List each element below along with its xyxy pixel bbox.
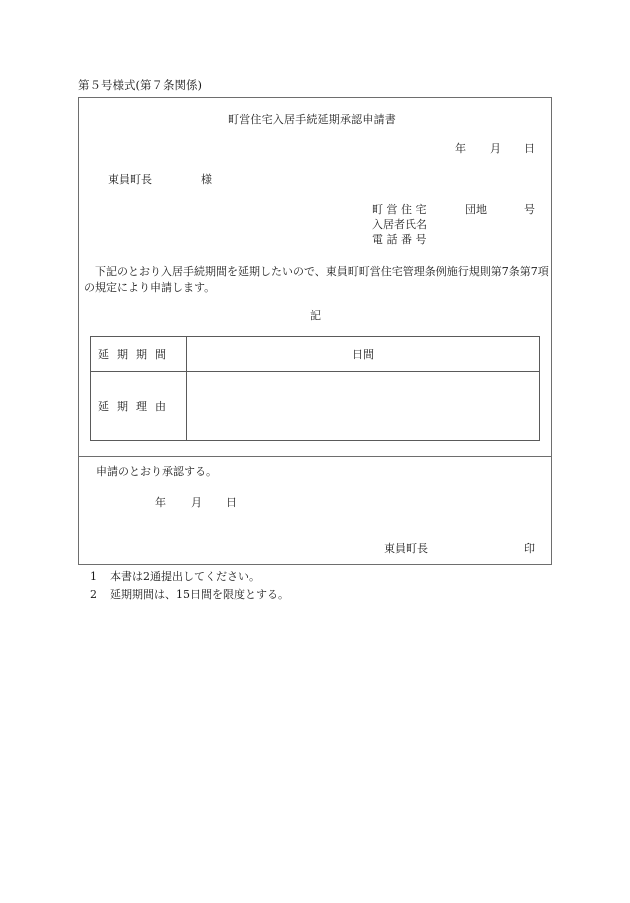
go-label: 号 bbox=[524, 203, 535, 216]
addressee-name: 東員町長 bbox=[108, 173, 152, 186]
approval-month-label: 月 bbox=[191, 496, 202, 509]
approval-text: 申請のとおり承認する。 bbox=[96, 465, 217, 478]
form-number-label: 第５号様式(第７条関係) bbox=[78, 78, 202, 92]
date-month-label: 月 bbox=[490, 142, 501, 155]
table-row bbox=[91, 337, 540, 372]
ki-heading: 記 bbox=[310, 309, 321, 322]
extension-detail-table bbox=[90, 336, 540, 441]
approval-year-label: 年 bbox=[155, 496, 166, 509]
phone-number-label: 電 話 番 号 bbox=[372, 233, 427, 246]
extension-reason-field[interactable] bbox=[187, 372, 540, 441]
housing-label: 町 営 住 宅 bbox=[372, 203, 427, 216]
note-text: 本書は2通提出してください。 bbox=[110, 570, 260, 583]
date-day-label: 日 bbox=[524, 142, 535, 155]
approval-day-label: 日 bbox=[226, 496, 237, 509]
addressee-honorific: 様 bbox=[201, 173, 212, 186]
note-number: 1 bbox=[90, 570, 97, 583]
approval-section-divider bbox=[78, 456, 552, 457]
application-form-box bbox=[78, 97, 552, 565]
date-year-label: 年 bbox=[455, 142, 466, 155]
document-title: 町営住宅入居手続延期承認申請書 bbox=[228, 113, 396, 126]
note-item bbox=[90, 571, 260, 582]
seal-mark: 印 bbox=[524, 542, 535, 555]
note-item bbox=[90, 589, 289, 600]
table-row bbox=[91, 372, 540, 441]
note-text: 延期期間は、15日間を限度とする。 bbox=[110, 588, 289, 601]
note-number: 2 bbox=[90, 588, 97, 601]
danchi-label: 団地 bbox=[465, 203, 487, 216]
extension-period-field[interactable]: 日間 bbox=[187, 337, 540, 372]
request-body-content: 下記のとおり入居手続期間を延期したいので、東員町町営住宅管理条例施行規則第7条第7項の規定により申請します。 bbox=[84, 265, 549, 294]
extension-period-label: 延期期間 bbox=[91, 337, 187, 372]
request-body-text bbox=[84, 264, 554, 296]
approver-name: 東員町長 bbox=[384, 542, 428, 555]
extension-reason-label: 延期理由 bbox=[91, 372, 187, 441]
resident-name-label: 入居者氏名 bbox=[372, 218, 427, 231]
